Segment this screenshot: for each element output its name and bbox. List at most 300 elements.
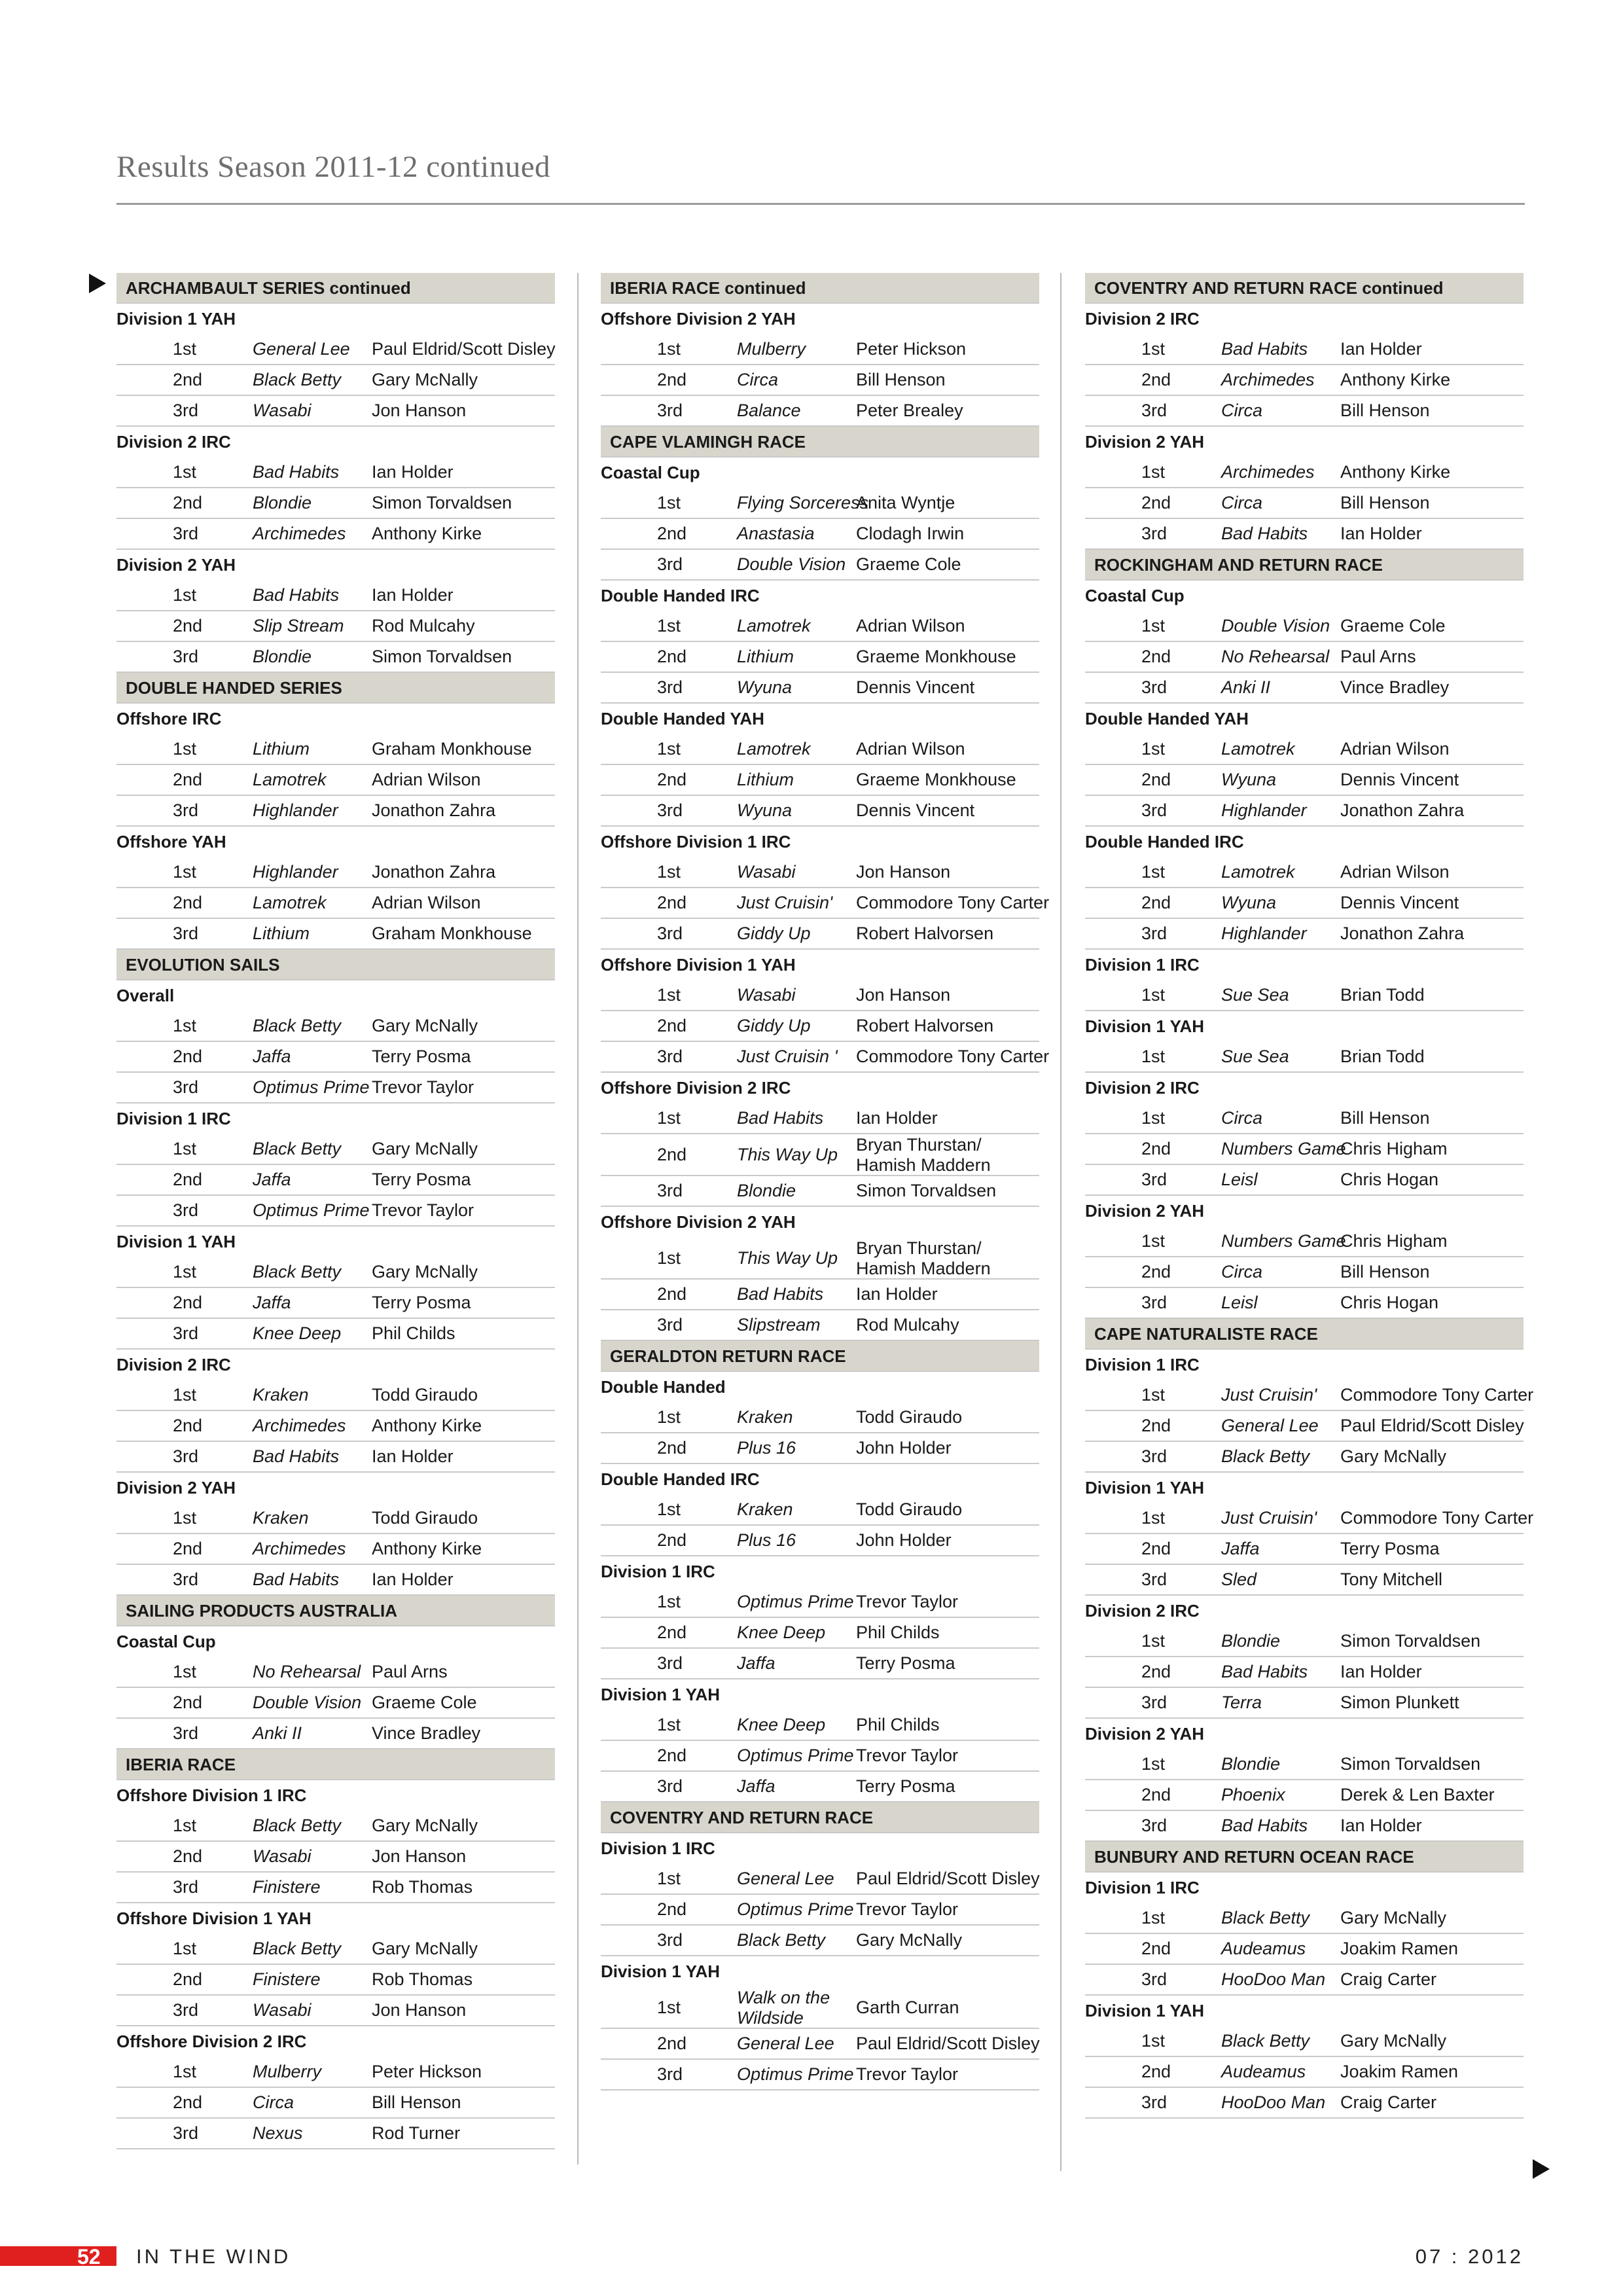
division-heading: Division 1 YAH	[116, 309, 236, 329]
placing: 1st	[1141, 1631, 1166, 1651]
placing: 2nd	[657, 1016, 687, 1035]
placing: 3rd	[657, 800, 683, 820]
result-row	[1085, 1442, 1524, 1473]
result-row	[1085, 1411, 1524, 1442]
skipper-name: Bryan Thurstan/ Hamish Maddern	[856, 1135, 991, 1175]
boat-name: Lamotrek	[1221, 739, 1295, 759]
skipper-name: Graeme Monkhouse	[856, 770, 1016, 789]
boat-name: Blondie	[253, 493, 312, 512]
boat-name: Bad Habits	[1221, 1816, 1308, 1835]
division-heading: Division 2 IRC	[116, 432, 231, 452]
boat-name: Lamotrek	[737, 739, 811, 759]
boat-name: Highlander	[1221, 924, 1307, 943]
placing: 3rd	[173, 2123, 199, 2143]
placing: 2nd	[173, 1846, 203, 1866]
boat-name: Mulberry	[737, 339, 806, 359]
result-row	[1085, 1903, 1524, 1934]
skipper-name: Simon Torvaldsen	[856, 1181, 997, 1200]
boat-name: Slip Stream	[253, 616, 344, 636]
placing: 2nd	[657, 893, 687, 912]
skipper-name: Bill Henson	[1340, 493, 1430, 512]
skipper-name: Commodore Tony Carter	[856, 893, 1050, 912]
placing: 1st	[657, 1592, 681, 1611]
boat-name: Jaffa	[253, 1293, 291, 1312]
skipper-name: Ian Holder	[372, 585, 454, 605]
placing: 2nd	[173, 1170, 203, 1189]
race-section-header: COVENTRY AND RETURN RACE	[601, 1803, 1039, 1833]
boat-name: Double Vision	[1221, 616, 1330, 636]
boat-name: Circa	[737, 370, 779, 389]
placing: 2nd	[657, 524, 687, 543]
result-row	[1085, 1688, 1524, 1719]
result-row	[1085, 1257, 1524, 1288]
placing: 1st	[657, 1715, 681, 1734]
skipper-name: Dennis Vincent	[856, 800, 975, 820]
result-row	[1085, 1503, 1534, 1534]
skipper-name: Gary McNally	[372, 1939, 478, 1958]
boat-name: Blondie	[1221, 1631, 1281, 1651]
placing: 2nd	[173, 1539, 203, 1558]
result-row	[1085, 888, 1524, 919]
skipper-name: Ian Holder	[372, 1446, 454, 1466]
result-row	[116, 396, 555, 427]
boat-name: Anki II	[253, 1723, 302, 1743]
placing: 2nd	[173, 1969, 203, 1989]
skipper-name: Gary McNally	[372, 1139, 478, 1158]
boat-name: HooDoo Man	[1221, 1969, 1326, 1989]
placing: 1st	[1141, 1385, 1166, 1405]
skipper-name: Bill Henson	[372, 2092, 461, 2112]
skipper-name: Ian Holder	[856, 1284, 938, 1304]
skipper-name: Terry Posma	[372, 1047, 471, 1066]
skipper-name: Craig Carter	[1340, 2092, 1437, 2112]
skipper-name: Todd Giraudo	[856, 1499, 963, 1519]
boat-name: Just Cruisin '	[737, 1047, 838, 1066]
result-row	[1085, 1749, 1524, 1780]
skipper-name: Terry Posma	[372, 1170, 471, 1189]
skipper-name: Adrian Wilson	[1340, 739, 1450, 759]
boat-name: Wasabi	[253, 2000, 312, 2020]
boat-name: General Lee	[253, 339, 350, 359]
division-heading: Offshore Division 2 IRC	[601, 1078, 791, 1098]
result-row	[1085, 796, 1524, 827]
boat-name: Black Betty	[253, 1816, 342, 1835]
division-heading: Offshore Division 2 IRC	[116, 2032, 307, 2051]
placing: 3rd	[1141, 1969, 1168, 1989]
placing: 3rd	[173, 924, 199, 943]
skipper-name: Jonathon Zahra	[1340, 924, 1465, 943]
skipper-name: Phil Childs	[856, 1715, 940, 1734]
boat-name: Audeamus	[1221, 2062, 1306, 2081]
boat-name: Archimedes	[1221, 462, 1315, 482]
skipper-name: Chris Hogan	[1340, 1170, 1439, 1189]
boat-name: Leisl	[1221, 1293, 1258, 1312]
result-row	[116, 519, 555, 550]
result-row	[116, 1134, 555, 1165]
boat-name: Optimus Prime	[253, 1200, 370, 1220]
placing: 1st	[657, 862, 681, 882]
boat-name: Black Betty	[253, 1139, 342, 1158]
skipper-name: Robert Halvorsen	[856, 924, 994, 943]
result-row	[116, 765, 555, 796]
result-row	[601, 1495, 1039, 1526]
skipper-name: Ian Holder	[1340, 339, 1422, 359]
placing: 1st	[1141, 1508, 1166, 1528]
boat-name: Just Cruisin'	[1221, 1508, 1317, 1528]
boat-name: General Lee	[737, 1869, 834, 1888]
skipper-name: Commodore Tony Carter	[856, 1047, 1050, 1066]
skipper-name: Graeme Cole	[372, 1693, 477, 1712]
result-row	[601, 611, 1039, 642]
placing: 1st	[173, 862, 197, 882]
placing: 3rd	[1141, 924, 1168, 943]
skipper-name: Rob Thomas	[372, 1877, 473, 1897]
result-row	[1085, 734, 1524, 765]
boat-name: Slipstream	[737, 1315, 821, 1335]
result-row	[116, 1811, 555, 1842]
boat-name: Balance	[737, 401, 801, 420]
boat-name: Black Betty	[253, 370, 342, 389]
boat-name: Black Betty	[253, 1016, 342, 1035]
skipper-name: Commodore Tony Carter	[1340, 1508, 1534, 1528]
division-heading: Double Handed IRC	[601, 586, 760, 605]
placing: 2nd	[1141, 893, 1171, 912]
skipper-name: Adrian Wilson	[856, 739, 965, 759]
boat-name: Bad Habits	[1221, 524, 1308, 543]
boat-name: No Rehearsal	[1221, 647, 1330, 666]
result-row	[1085, 1934, 1524, 1965]
boat-name: Optimus Prime	[737, 1746, 854, 1765]
skipper-name: Derek & Len Baxter	[1340, 1785, 1495, 1804]
next-page-icon[interactable]	[1533, 2159, 1550, 2179]
placing: 3rd	[657, 2064, 683, 2084]
placing: 3rd	[657, 1181, 683, 1200]
result-row	[116, 2088, 555, 2119]
result-row	[1085, 673, 1524, 704]
boat-name: Wyuna	[737, 800, 793, 820]
boat-name: General Lee	[1221, 1416, 1319, 1435]
column-divider	[577, 273, 579, 2164]
placing: 1st	[1141, 462, 1166, 482]
result-row	[601, 1176, 1039, 1207]
result-row	[1085, 2088, 1524, 2119]
placing: 1st	[173, 1385, 197, 1405]
boat-name: Plus 16	[737, 1530, 796, 1550]
start-marker-icon	[89, 274, 106, 293]
placing: 3rd	[1141, 524, 1168, 543]
placing: 2nd	[657, 370, 687, 389]
boat-name: Lamotrek	[737, 616, 811, 636]
result-row	[601, 2060, 1039, 2090]
boat-name: Anastasia	[737, 524, 815, 543]
division-heading: Overall	[116, 986, 175, 1005]
skipper-name: Joakim Ramen	[1340, 1939, 1459, 1958]
boat-name: Bad Habits	[737, 1284, 824, 1304]
result-row	[116, 365, 555, 396]
skipper-name: Chris Higham	[1340, 1139, 1448, 1158]
boat-name: Flying Sorceress	[737, 493, 869, 512]
result-row	[601, 734, 1039, 765]
placing: 3rd	[173, 800, 199, 820]
placing: 2nd	[657, 1623, 687, 1642]
boat-name: Bad Habits	[253, 462, 340, 482]
boat-name: Blondie	[737, 1181, 796, 1200]
result-row	[116, 1842, 555, 1873]
result-row	[116, 857, 555, 888]
boat-name: Jaffa	[737, 1776, 776, 1796]
magazine-name: IN THE WIND	[136, 2245, 291, 2268]
race-section-header: GERALDTON RETURN RACE	[601, 1341, 1039, 1372]
result-row	[116, 642, 555, 673]
placing: 3rd	[1141, 800, 1168, 820]
result-row	[116, 1657, 555, 1688]
boat-name: Black Betty	[737, 1930, 826, 1950]
result-row	[1085, 1534, 1524, 1565]
result-row	[601, 1280, 1039, 1310]
skipper-name: Gary McNally	[1340, 2031, 1447, 2051]
skipper-name: Paul Eldrid/Scott Disley	[1340, 1416, 1524, 1435]
placing: 1st	[173, 1508, 197, 1528]
boat-name: Black Betty	[1221, 2031, 1310, 2051]
race-section-header: EVOLUTION SAILS	[116, 950, 555, 980]
result-row	[1085, 1103, 1524, 1134]
placing: 3rd	[1141, 1570, 1168, 1589]
division-heading: Division 2 IRC	[1085, 1078, 1200, 1098]
placing: 2nd	[173, 1293, 203, 1312]
skipper-name: Anthony Kirke	[372, 1416, 482, 1435]
result-row	[601, 1864, 1039, 1895]
division-heading: Division 1 YAH	[601, 1962, 721, 1981]
boat-name: Highlander	[1221, 800, 1307, 820]
skipper-name: Todd Giraudo	[372, 1385, 478, 1405]
skipper-name: Simon Torvaldsen	[1340, 1631, 1481, 1651]
result-row	[1085, 396, 1524, 427]
result-row	[601, 888, 1050, 919]
division-heading: Offshore IRC	[116, 709, 222, 728]
boat-name: Kraken	[737, 1407, 793, 1427]
skipper-name: Jon Hanson	[856, 985, 951, 1005]
boat-name: Bad Habits	[253, 1570, 340, 1589]
skipper-name: Trevor Taylor	[856, 2064, 959, 2084]
placing: 2nd	[657, 1530, 687, 1550]
result-row	[1085, 1042, 1524, 1073]
result-row	[1085, 1780, 1524, 1811]
division-heading: Division 1 YAH	[1085, 1016, 1205, 1036]
placing: 1st	[657, 739, 681, 759]
boat-name: Wasabi	[737, 862, 796, 882]
skipper-name: Peter Hickson	[372, 2062, 482, 2081]
result-row	[1085, 1965, 1524, 1996]
boat-name: Wasabi	[737, 985, 796, 1005]
boat-name: Black Betty	[253, 1939, 342, 1958]
result-row	[116, 1380, 555, 1411]
boat-name: Just Cruisin'	[1221, 1385, 1317, 1405]
placing: 3rd	[1141, 1170, 1168, 1189]
result-row	[116, 611, 555, 642]
placing: 1st	[1141, 1108, 1166, 1128]
result-row	[1085, 1134, 1524, 1165]
boat-name: Walk on the Wildside	[737, 1988, 830, 2028]
boat-name: Archimedes	[253, 1416, 346, 1435]
result-row	[1085, 919, 1524, 950]
skipper-name: Adrian Wilson	[1340, 862, 1450, 882]
division-heading: Division 1 YAH	[1085, 2001, 1205, 2020]
division-heading: Double Handed	[601, 1377, 726, 1397]
skipper-name: Paul Eldrid/Scott Disley	[856, 1869, 1040, 1888]
result-row	[116, 1073, 555, 1103]
boat-name: Black Betty	[1221, 1446, 1310, 1466]
result-row	[601, 1042, 1050, 1073]
boat-name: Mulberry	[253, 2062, 322, 2081]
placing: 3rd	[657, 1776, 683, 1796]
skipper-name: Terry Posma	[856, 1653, 955, 1673]
skipper-name: Paul Arns	[372, 1662, 448, 1681]
placing: 1st	[657, 1869, 681, 1888]
skipper-name: Paul Eldrid/Scott Disley	[856, 2034, 1040, 2053]
placing: 3rd	[173, 1877, 199, 1897]
result-row	[601, 1238, 1039, 1280]
race-section-header: CAPE VLAMINGH RACE	[601, 427, 1039, 457]
boat-name: Wyuna	[737, 677, 793, 697]
skipper-name: Terry Posma	[372, 1293, 471, 1312]
placing: 1st	[1141, 2031, 1166, 2051]
result-row	[116, 888, 555, 919]
boat-name: Circa	[1221, 493, 1263, 512]
division-heading: Offshore Division 2 YAH	[601, 1212, 796, 1232]
skipper-name: Graeme Cole	[856, 554, 961, 574]
boat-name: Lithium	[737, 770, 794, 789]
race-section-header: CAPE NATURALISTE RACE	[1085, 1319, 1524, 1350]
boat-name: This Way Up	[737, 1145, 838, 1164]
skipper-name: Adrian Wilson	[856, 616, 965, 636]
results-column-2	[601, 273, 1050, 2090]
skipper-name: Dennis Vincent	[1340, 893, 1459, 912]
placing: 2nd	[1141, 1262, 1171, 1282]
placing: 1st	[1141, 1908, 1166, 1928]
result-row	[1085, 334, 1524, 365]
skipper-name: Terry Posma	[856, 1776, 955, 1796]
placing: 2nd	[1141, 1939, 1171, 1958]
result-row	[601, 1926, 1039, 1956]
skipper-name: Gary McNally	[372, 370, 478, 389]
boat-name: Sled	[1221, 1570, 1257, 1589]
result-row	[116, 2119, 555, 2149]
result-row	[116, 1965, 555, 1996]
result-row	[1085, 611, 1524, 642]
boat-name: Archimedes	[253, 1539, 346, 1558]
placing: 2nd	[173, 770, 203, 789]
race-section-header: IBERIA RACE	[116, 1749, 555, 1780]
boat-name: Jaffa	[737, 1653, 776, 1673]
skipper-name: Jonathon Zahra	[372, 800, 496, 820]
result-row	[601, 1403, 1039, 1433]
division-heading: Coastal Cup	[601, 463, 700, 482]
skipper-name: Jonathon Zahra	[1340, 800, 1465, 820]
result-row	[1085, 1811, 1524, 1842]
division-heading: Division 1 IRC	[601, 1839, 715, 1858]
skipper-name: Graham Monkhouse	[372, 924, 532, 943]
result-row	[601, 1618, 1039, 1649]
skipper-name: John Holder	[856, 1530, 952, 1550]
placing: 1st	[173, 339, 197, 359]
placing: 2nd	[1141, 770, 1171, 789]
result-row	[116, 1011, 555, 1042]
placing: 1st	[657, 985, 681, 1005]
division-heading: Offshore Division 1 YAH	[601, 955, 796, 975]
skipper-name: Simon Torvaldsen	[372, 493, 512, 512]
result-row	[116, 796, 555, 827]
race-section-header: ARCHAMBAULT SERIES continued	[116, 273, 555, 304]
boat-name: Blondie	[1221, 1754, 1281, 1774]
division-heading: Division 1 IRC	[1085, 955, 1200, 975]
boat-name: Blondie	[253, 647, 312, 666]
skipper-name: Graeme Monkhouse	[856, 647, 1016, 666]
boat-name: Audeamus	[1221, 1939, 1306, 1958]
placing: 1st	[1141, 1231, 1166, 1251]
skipper-name: Jon Hanson	[372, 401, 467, 420]
skipper-name: Gary McNally	[372, 1016, 478, 1035]
result-row	[601, 550, 1039, 581]
placing: 1st	[657, 1108, 681, 1128]
boat-name: Optimus Prime	[737, 2064, 854, 2084]
skipper-name: Brian Todd	[1340, 1047, 1425, 1066]
result-row	[1085, 765, 1524, 796]
result-row	[116, 1442, 555, 1473]
skipper-name: Trevor Taylor	[856, 1746, 959, 1765]
division-heading: Division 1 IRC	[1085, 1878, 1200, 1897]
result-row	[601, 1772, 1039, 1803]
boat-name: Bad Habits	[1221, 1662, 1308, 1681]
boat-name: Optimus Prime	[737, 1592, 854, 1611]
result-row	[601, 1103, 1039, 1134]
placing: 3rd	[1141, 2092, 1168, 2112]
placing: 3rd	[657, 1653, 683, 1673]
result-row	[601, 673, 1039, 704]
placing: 2nd	[173, 893, 203, 912]
skipper-name: Ian Holder	[372, 1570, 454, 1589]
division-heading: Double Handed YAH	[601, 709, 764, 728]
skipper-name: Trevor Taylor	[856, 1592, 959, 1611]
boat-name: Knee Deep	[737, 1623, 826, 1642]
result-row	[116, 2057, 555, 2088]
result-row	[601, 334, 1039, 365]
result-row	[1085, 365, 1524, 396]
placing: 1st	[1141, 1754, 1166, 1774]
placing: 1st	[173, 1816, 197, 1835]
boat-name: Circa	[1221, 401, 1263, 420]
boat-name: Numbers Game	[1221, 1231, 1346, 1251]
division-heading: Double Handed IRC	[1085, 832, 1244, 852]
skipper-name: Bill Henson	[1340, 1108, 1430, 1128]
result-row	[1085, 1565, 1524, 1596]
skipper-name: Simon Torvaldsen	[1340, 1754, 1481, 1774]
boat-name: Kraken	[737, 1499, 793, 1519]
skipper-name: Ian Holder	[1340, 1816, 1422, 1835]
placing: 1st	[173, 1262, 197, 1282]
boat-name: Jaffa	[253, 1170, 291, 1189]
result-row	[601, 519, 1039, 550]
placing: 3rd	[173, 1723, 199, 1743]
boat-name: Giddy Up	[737, 924, 811, 943]
division-heading: Coastal Cup	[1085, 586, 1185, 605]
result-row	[116, 1996, 555, 2026]
placing: 2nd	[657, 2034, 687, 2053]
skipper-name: Ian Holder	[1340, 524, 1422, 543]
division-heading: Division 1 IRC	[1085, 1355, 1200, 1374]
boat-name: Wasabi	[253, 1846, 312, 1866]
boat-name: Optimus Prime	[253, 1077, 370, 1097]
boat-name: Double Vision	[737, 554, 846, 574]
